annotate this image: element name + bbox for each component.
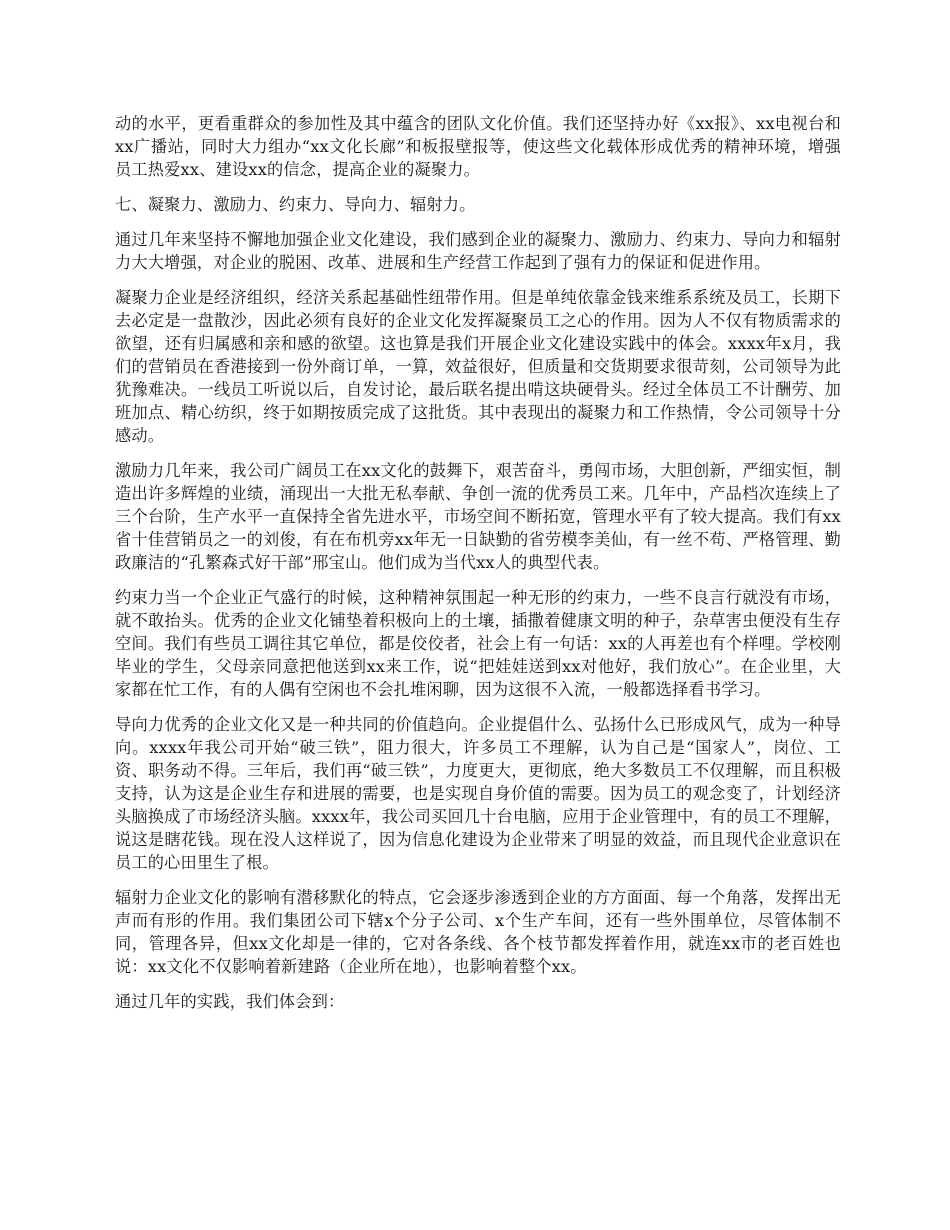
document-body xyxy=(115,112,841,1025)
paragraph-radiation: 辐射力企业文化的影响有潜移默化的特点，它会逐步渗透到企业的方方面面、每一个角落，发挥出无声而有形的作用。我们集团公司下辖x个分子公司、x个生产车间，还有一些外围单位，尽管体制不同，管理各异，但xx文化却是一律的，它对各条线、各个枝节都发挥着作用，就连xx市的老百姓也说：xx文化不仅影响着新建路（企业所在地），也影响着整个xx。 xyxy=(115,888,841,976)
paragraph-motivation: 激励力几年来，我公司广阔员工在xx文化的鼓舞下，艰苦奋斗，勇闯市场，大胆创新，严细实恒，制造出许多辉煌的业绩，涌现出一大批无私奉献、争创一流的优秀员工来。几年中，产品档次连续上了三个台阶，生产水平一直保持全省先进水平，市场空间不断拓宽，管理水平有了较大提高。我们有xx省十佳营销员之一的刘俊，有在布机旁xx年无一日缺勤的省劳模李美仙，有一丝不苟、严格管理、勤政廉洁的“孔繁森式好干部”邢宝山。他们成为当代xx人的典型代表。 xyxy=(115,461,841,572)
paragraph-culture-carriers: 动的水平，更看重群众的参加性及其中蕴含的团队文化价值。我们还坚持办好《xx报》、xx电视台和xx广播站，同时大力组办“xx文化长廊”和板报壁报等，使这些文化载体形成优秀的精神环境，增强员工热爱xx、建设xx的信念，提高企业的凝聚力。 xyxy=(115,114,841,179)
paragraph-guidance: 导向力优秀的企业文化又是一种共同的价值趋向。企业提倡什么、弘扬什么已形成风气，成为一种导向。xxxx年我公司开始“破三铁”，阻力很大，许多员工不理解，认为自己是“国家人”，岗位、工资、职务动不得。三年后，我们再“破三铁”，力度更大，更彻底，绝大多数员工不仅理解，而且积极支持，认为这是企业生存和进展的需要，也是实现自身价值的需要。因为员工的观念变了，计划经济头脑换成了市场经济头脑。xxxx年，我公司买回几十台电脑，应用于企业管理中，有的员工不理解，说这是瞎花钱。现在没人这样说了，因为信息化建设为企业带来了明显的效益，而且现代企业意识在员工的心田里生了根。 xyxy=(115,715,841,872)
section-heading-seven: 七、凝聚力、激励力、约束力、导向力、辐射力。 xyxy=(115,195,476,214)
paragraph-overview: 通过几年来坚持不懈地加强企业文化建设，我们感到企业的凝聚力、激励力、约束力、导向力和辐射力大大增强，对企业的脱困、改革、进展和生产经营工作起到了强有力的保证和促进作用。 xyxy=(115,230,841,272)
paragraph-constraint: 约束力当一个企业正气盛行的时候，这种精神氛围起一种无形的约束力，一些不良言行就没有市场，就不敢抬头。优秀的企业文化铺垫着积极向上的土壤，插撒着健康文明的种子，杂草害虫便没有生存空间。我们有些员工调往其它单位，都是佼佼者，社会上有一句话：xx的人再差也有个样哩。学校刚毕业的学生，父母亲同意把他送到xx来工作，说“把娃娃送到xx对他好，我们放心”。在企业里，大家都在忙工作，有的人偶有空闲也不会扎堆闲聊，因为这很不入流，一般都选择看书学习。 xyxy=(115,588,841,699)
paragraph-conclusion-intro: 通过几年的实践，我们体会到： xyxy=(115,992,345,1011)
paragraph-cohesion: 凝聚力企业是经济组织，经济关系起基础性纽带作用。但是单纯依靠金钱来维系系统及员工，长期下去必定是一盘散沙，因此必须有良好的企业文化发挥凝聚员工之心的作用。因为人不仅有物质需求的欲望，还有归属感和亲和感的欲望。这也算是我们开展企业文化建设实践中的体会。xxxx年x月，我们的营销员在香港接到一份外商订单，一算，效益很好，但质量和交货期要求很苛刻，公司领导为此犹豫难决。一线员工听说以后，自发讨论，最后联名提出啃这块硬骨头。经过全体员工不计酬劳、加班加点、精心纺织，终于如期按质完成了这批货。其中表现出的凝聚力和工作热情，令公司领导十分感动。 xyxy=(115,288,841,445)
